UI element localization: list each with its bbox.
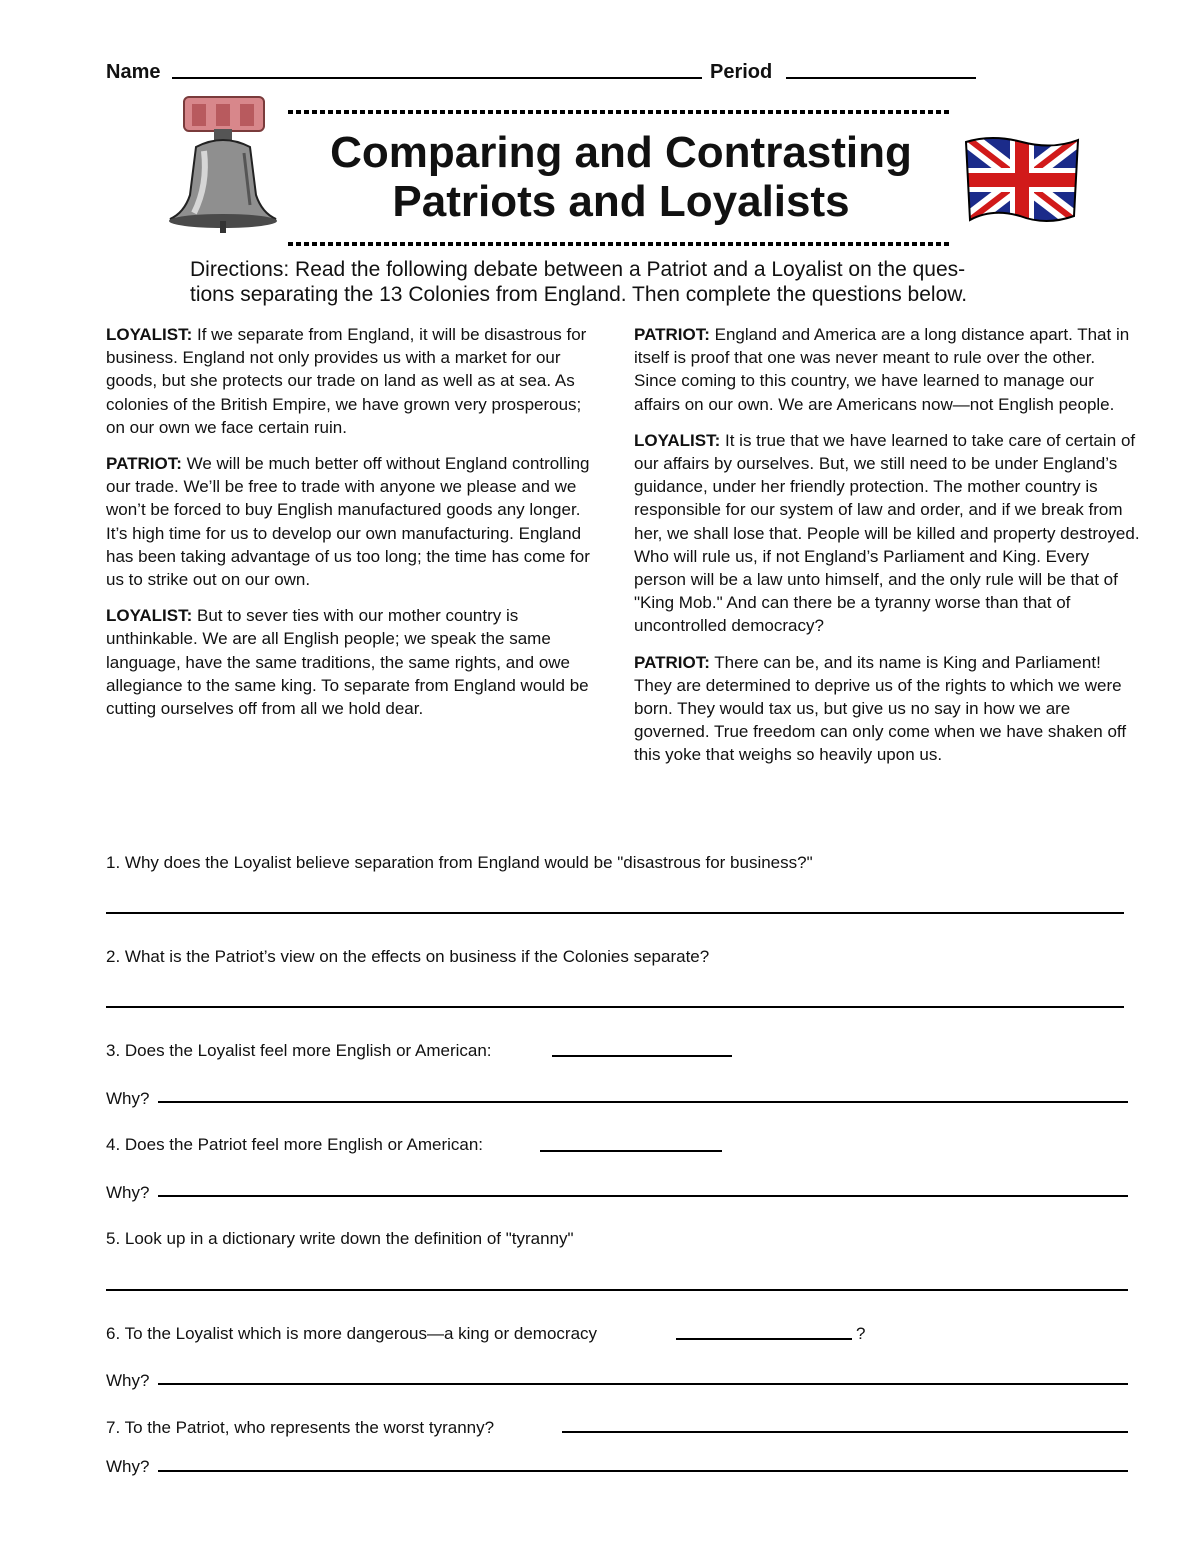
directions-line1: Directions: Read the following debate between a Patriot and a Loyalist on the ques- [190, 258, 966, 281]
debate-paragraph [106, 604, 604, 720]
debate-left-column [106, 323, 604, 733]
speaker-label: LOYALIST: [634, 430, 721, 450]
name-label: Name [106, 61, 161, 83]
why-line-4[interactable] [158, 1195, 1128, 1197]
debate-paragraph [634, 323, 1140, 416]
debate-paragraph [106, 323, 604, 439]
debate-paragraph [634, 429, 1140, 638]
title-bottom-border [288, 236, 952, 246]
name-field[interactable] [172, 77, 702, 79]
speech-text: But to sever ties with our mother country is unthinkable. We are all English people; we speak the same language, have the same traditions, the same rights, and owe allegiance to the same king. To separate from England would be cutting ourselves off from all we hold dear. [106, 606, 589, 719]
question-1: 1. Why does the Loyalist believe separation from England would be "disastrous for business?" [106, 853, 813, 872]
debate-paragraph [634, 651, 1140, 767]
question-7: 7. To the Patriot, who represents the worst tyranny? [106, 1418, 495, 1437]
period-label: Period [710, 61, 773, 83]
question-4: 4. Does the Patriot feel more English or American: [106, 1135, 484, 1154]
answer-line-2[interactable] [106, 1006, 1124, 1008]
why-label-4: Why? [106, 1183, 150, 1202]
speaker-label: PATRIOT: [634, 325, 710, 344]
page-title-line1: Comparing and Contrasting [330, 128, 912, 177]
question-2: 2. What is the Patriot’s view on the effects on business if the Colonies separate? [106, 947, 710, 966]
why-label-6: Why? [106, 1371, 150, 1390]
question-5: 5. Look up in a dictionary write down the definition of "tyranny" [106, 1229, 574, 1248]
answer-line-1[interactable] [106, 912, 1124, 914]
speaker-label: PATRIOT: [106, 454, 182, 474]
why-label-3: Why? [106, 1089, 150, 1108]
liberty-bell-icon [166, 95, 281, 235]
page-title-line2: Patriots and Loyalists [392, 177, 850, 226]
title-top-border [288, 104, 952, 114]
speech-text: There can be, and its name is King and Parliament! They are determined to deprive us of the rights to which we were born. They would tax us, but give us no say in how we are governed. True freedom can only come when we have shaken off this yoke that weighs so heavily upon us. [634, 652, 1127, 765]
speech-text: We will be much better off without England controlling our trade. We’ll be free to trade with anyone we please and we won’t be forced to buy English manufactured goods any longer. It’s high time for us to develop our own manufacturing. England has been taking advantage of us too long; the time has come for us to strike out on our own. [106, 454, 590, 590]
answer-line-6[interactable] [676, 1338, 852, 1340]
speech-text: England and America are a long distance apart. That in itself is proof that one was never meant to rule over the other. Since coming to this country, we have learned to manage our affairs on our own. We are Americans now—not English people. [634, 325, 1130, 414]
why-line-3[interactable] [158, 1101, 1128, 1103]
speech-text: It is true that we have learned to take care of certain of our affairs by ourselves. But, we still need to be under England’s guidance, under her friendly protection. The mother country is responsible for our system of law and order, and if we break from her, we shall lose that. People will be killed and property destroyed. Who will rule us, if not England’s Parliament and King. Every person will be a law unto himself, and the only rule will be that of "King Mob." And can there be a tyranny worse than that of uncontrolled democracy? [634, 430, 1140, 636]
union-jack-flag-icon [962, 134, 1082, 226]
why-label-7: Why? [106, 1457, 150, 1476]
question-6: 6. To the Loyalist which is more dangerous—a king or democracy [106, 1324, 598, 1343]
answer-line-5[interactable] [106, 1289, 1128, 1291]
speaker-label: LOYALIST: [106, 606, 193, 626]
speech-text: If we separate from England, it will be disastrous for business. England not only provides us with a market for our goods, but she protects our trade on land as well as at sea. As colonies of the British Empire, we have grown very prosperous; on our own we face certain ruin. [106, 325, 587, 437]
debate-paragraph [106, 452, 604, 591]
answer-line-3[interactable] [552, 1055, 732, 1057]
question-3: 3. Does the Loyalist feel more English or American: [106, 1041, 492, 1060]
question-6-end: ? [856, 1324, 866, 1343]
speaker-label: LOYALIST: [106, 325, 193, 344]
directions-line2: tions separating the 13 Colonies from England. Then complete the questions below. [190, 283, 968, 306]
debate-right-column [634, 323, 1140, 780]
answer-line-7[interactable] [562, 1431, 1128, 1433]
answer-line-4[interactable] [540, 1150, 722, 1152]
period-field[interactable] [786, 77, 976, 79]
speaker-label: PATRIOT: [634, 652, 710, 672]
why-line-7[interactable] [158, 1470, 1128, 1472]
why-line-6[interactable] [158, 1383, 1128, 1385]
